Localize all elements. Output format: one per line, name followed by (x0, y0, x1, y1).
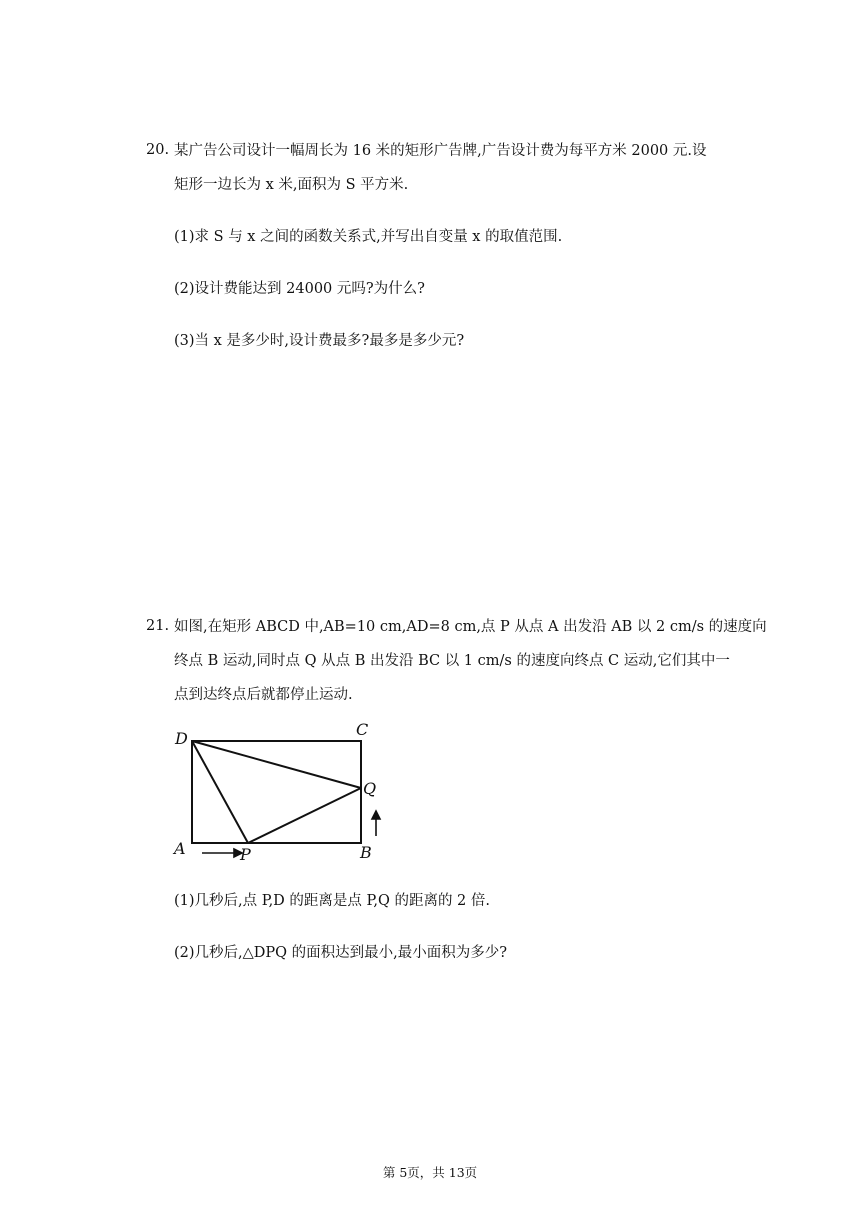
question-text-line: 如图,在矩形 ABCD 中,AB=10 cm,AD=8 cm,点 P 从点 A 出发沿 AB 以 2 cm/s 的速度向 (174, 619, 767, 635)
segment-dq (192, 741, 361, 788)
rectangle-abcd (192, 741, 361, 843)
label-b: B (360, 843, 372, 862)
sub-question-2: (2)几秒后,△DPQ 的面积达到最小,最小面积为多少? (174, 945, 508, 961)
segment-dp (192, 741, 248, 843)
page-footer: 第 5页，共 13页 (382, 1165, 478, 1180)
sub-question-2: (2)设计费能达到 24000 元吗?为什么? (174, 281, 425, 297)
label-d: D (175, 729, 188, 748)
rectangle-figure (170, 718, 390, 864)
question-text-line: 矩形一边长为 x 米,面积为 S 平方米. (174, 177, 409, 193)
arrow-head (372, 811, 380, 819)
question-number: 20. (146, 142, 170, 158)
label-a: A (174, 839, 186, 858)
sub-question-1: (1)几秒后,点 P,D 的距离是点 P,Q 的距离的 2 倍. (174, 893, 491, 909)
label-c: C (356, 720, 369, 739)
segment-pq (248, 788, 361, 843)
question-text-line: 点到达终点后就都停止运动. (174, 687, 353, 703)
question-text-line: 终点 B 运动,同时点 Q 从点 B 出发沿 BC 以 1 cm/s 的速度向终点 C 运动,它们其中一 (174, 653, 730, 669)
sub-question-3: (3)当 x 是多少时,设计费最多?最多是多少元? (174, 333, 465, 349)
sub-question-1: (1)求 S 与 x 之间的函数关系式,并写出自变量 x 的取值范围. (174, 229, 563, 245)
label-q: Q (363, 779, 377, 798)
label-p: P (240, 845, 251, 864)
question-number: 21. (146, 618, 170, 634)
question-text-line: 某广告公司设计一幅周长为 16 米的矩形广告牌,广告设计费为每平方米 2000 元.设 (174, 143, 707, 159)
